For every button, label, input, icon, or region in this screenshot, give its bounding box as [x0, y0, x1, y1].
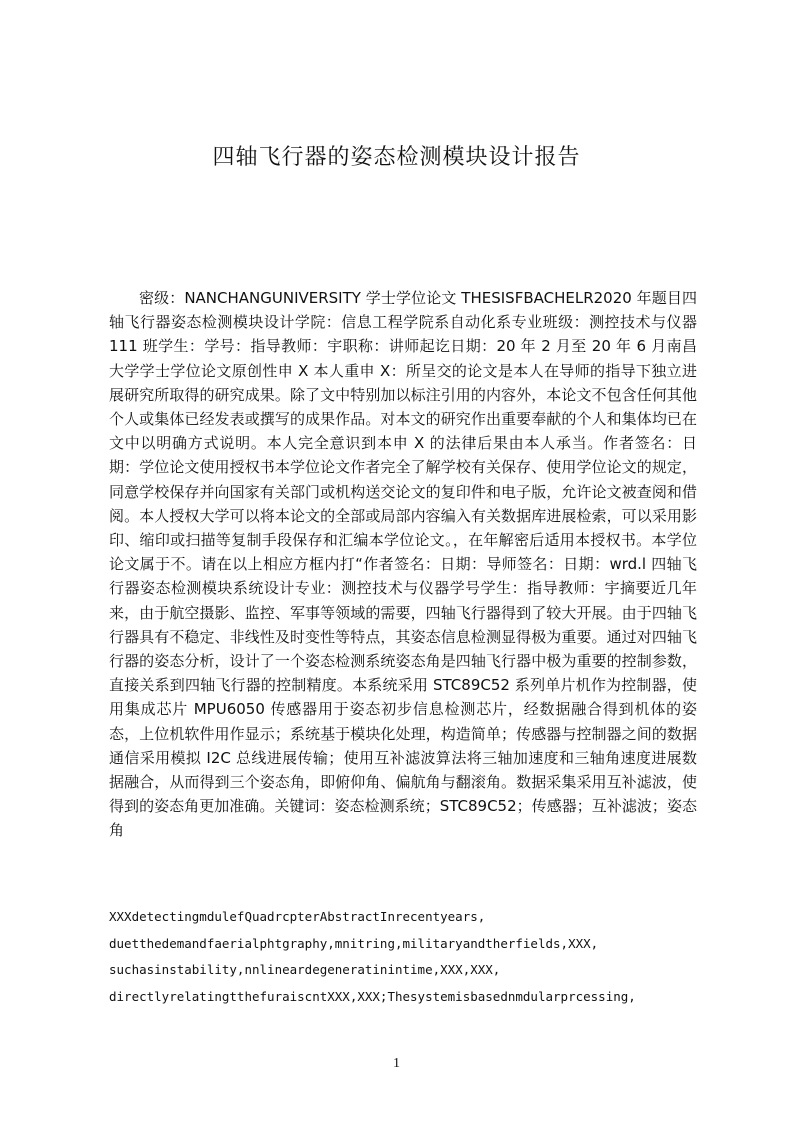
english-line: XXXdetectingmdulefQuadrcpterAbstractInrecentyears,: [109, 909, 486, 924]
page-number: 1: [393, 1056, 400, 1071]
body-paragraph: 密级：NANCHANGUNIVERSITY 学士学位论文 THESISFBACHELR2020 年题目四轴飞行器姿态检测模块设计学院：信息工程学院系自动化系专业班级：测控技术与仪器 111 班学生：学号：指导教师：宇职称：讲师起讫日期：20 年 2 月至 20 年 6 月南昌大学学士学位论文原创性申 X 本人重申 X：所呈交的论文是本人在导师的指导下独立进展研究所取得的研究成果。除了文中特别加以标注引用的内容外，本论文不包含任何其他个人或集体已经发表或撰写的成果作品。对本文的研究作出重要奉献的个人和集体均已在文中以明确方式说明。本人完全意识到本申 X 的法律后果由本人承当。作者签名：日期：学位论文使用授权书本学位论文作者完全了解学校有关保存、使用学位论文的规定，同意学校保存并向国家有关部门或机构送交论文的复印件和电子版，允许论文被查阅和借阅。本人授权大学可以将本论文的全部或局部内容编入有关数据库进展检索，可以采用影印、缩印或扫描等复制手段保存和汇编本学位论文。，在年解密后适用本授权书。本学位论文属于不。请在以上相应方框内打“作者签名：日期：导师签名：日期：wrd.l 四轴飞行器姿态检测模块系统设计专业：测控技术与仪器学号学生：指导教师：宇摘要近几年来，由于航空摄影、监控、军事等领域的需要，四轴飞行器得到了较大开展。由于四轴飞行器具有不稳定、非线性及时变性等特点，其姿态信息检测显得极为重要。通过对四轴飞行器的姿态分析，设计了一个姿态检测系统姿态角是四轴飞行器中极为重要的控制参数，直接关系到四轴飞行器的控制精度。本系统采用 STC89C52 系列单片机作为控制器，使用集成芯片 MPU6050 传感器用于姿态初步信息检测芯片，经数据融合得到机体的姿态，上位机软件用作显示；系统基于模块化处理，构造简单；传感器与控制器之间的数据通信采用模拟 I2C 总线进展传输；使用互补滤波算法将三轴加速度和三轴角速度进展数据融合，从而得到三个姿态角，即俯仰角、偏航角与翻滚角。数据采集采用互补滤波，使得到的姿态角更加准确。关键词：姿态检测系统；STC89C52；传感器；互补滤波；姿态角: [109, 289, 697, 840]
english-line: suchasinstability,nnlineardegeneratinintime,XXX,XXX,: [109, 962, 501, 977]
english-line: duetthedemandfaerialphtgraphy,mnitring,militaryandtherfields,XXX,: [109, 935, 599, 951]
english-abstract-lines: [109, 904, 697, 1010]
document-title: 四轴飞行器的姿态检测模块设计报告: [212, 145, 581, 170]
english-line: directlyrelatingtthefuraiscntXXX,XXX;Thesystemisbasednmdularprcessing,: [109, 988, 636, 1004]
